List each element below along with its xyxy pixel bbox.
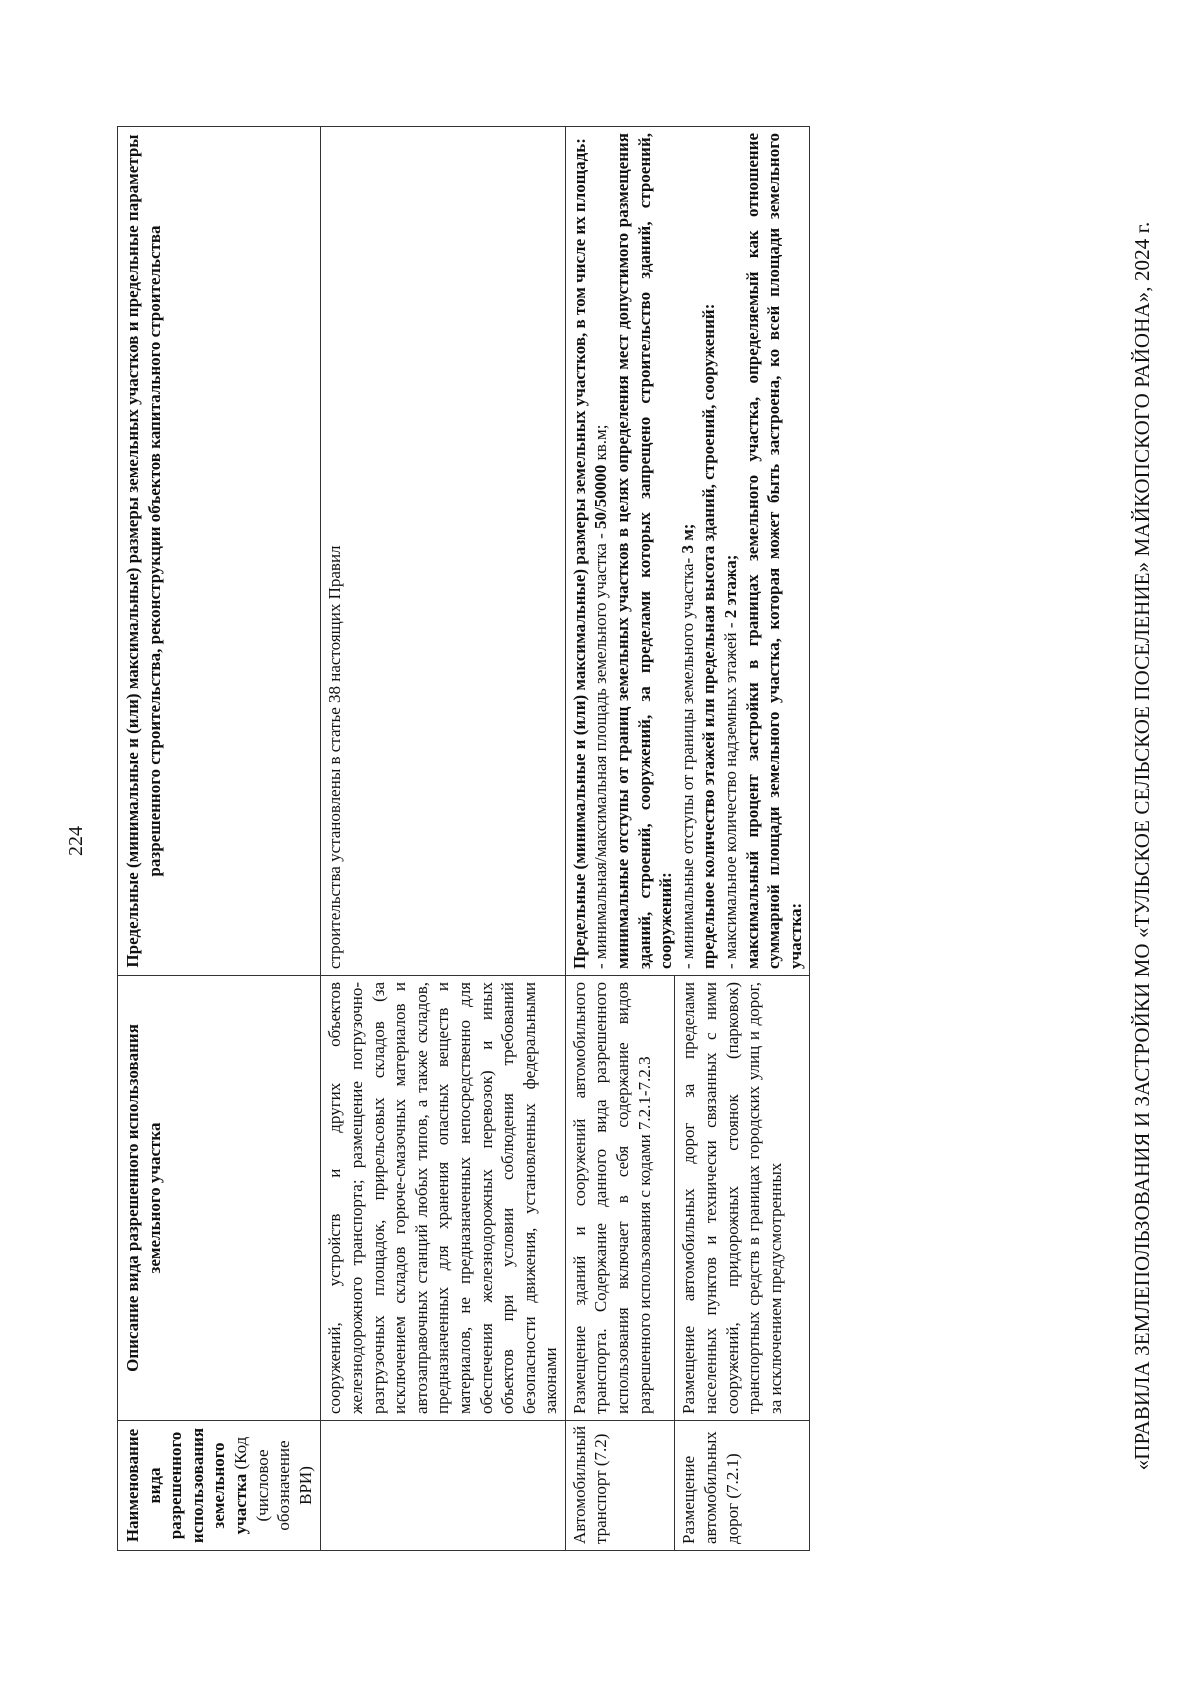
param-floors-value: 2 этажа; bbox=[721, 554, 741, 619]
row1-description: сооружений, устройств и других объектов железнодорожного транспорта; размещение погрузочно-разгрузочных площадок, прирельсовых складов (за исключением складов горюче-смазочных материалов и автозаправочных станций любых типов, а также складов, предназначенных для хранения опасных веществ и материалов, не предназначенных непосредственно для обеспечения железнодорожных перевозок) и иных объектов при условии соблюдения требований безопасности движения, установленных федеральными законами bbox=[321, 976, 566, 1421]
row1-params: строительства установлены в статье 38 настоящих Правил bbox=[321, 127, 566, 976]
table-row bbox=[565, 127, 675, 1551]
row2-description: Размещение зданий и сооружений автомобильного транспорта. Содержание данного вида разрешенного использования включает в себя содержание видов разрешенного использования с кодами 7.2.1-7.2.3 bbox=[565, 976, 675, 1421]
table-row bbox=[321, 127, 566, 1551]
param-setback-value: 3 м; bbox=[677, 523, 697, 554]
document-footer: «ПРАВИЛА ЗЕМЛЕПОЛЬЗОВАНИЯ И ЗАСТРОЙКИ МО «ТУЛЬСКОЕ СЕЛЬСКОЕ ПОСЕЛЕНИЕ» МАЙКОПСКОГО РАЙОНА», 2024 г. bbox=[1130, 221, 1154, 1471]
param-floors bbox=[720, 133, 742, 969]
header-limit-parameters: Предельные (минимальные и (или) максимальные) размеры земельных участков и предельные параметры разрешенного строительства, реконструкции объектов капитального строительства bbox=[118, 127, 321, 976]
row2-params bbox=[565, 127, 810, 976]
header-vri-name-bold: Наименование вида разрешенного использования земельного участка bbox=[123, 1427, 250, 1544]
param-size-heading: Предельные (минимальные и (или) максимальные) размеры земельных участков, в том числе их площадь: bbox=[569, 138, 589, 969]
table-header-row bbox=[118, 127, 321, 1551]
param-floors-heading: предельное количество этажей или предельная высота зданий, строений, сооружений: bbox=[699, 303, 719, 969]
header-vri-code: (Код (числовое обозначение ВРИ) bbox=[230, 1436, 315, 1531]
row3-description: Размещение автомобильных дорог за пределами населенных пунктов и технически связанных с ними сооружений, придорожных стоянок (парковок) транспортных средств в границах городских улиц и дорог, за исключением предусмотренных bbox=[675, 976, 810, 1421]
param-floors-label: - максимальное количество надземных этажей - bbox=[721, 618, 741, 969]
param-setback-heading: минимальные отступы от границ земельных участков в целях определения мест допустимого размещения зданий, строений, сооружений, за пределами которых запрещено строительство зданий, строений, сооружений: bbox=[613, 133, 676, 969]
row3-name: Размещение автомобильных дорог (7.2.1) bbox=[675, 1421, 810, 1551]
param-setback-label: - минимальные отступы от границы земельного участка- bbox=[677, 553, 697, 969]
header-vri-description: Описание вида разрешенного использования земельного участка bbox=[118, 976, 321, 1421]
page-number: 224 bbox=[65, 826, 87, 856]
param-setback bbox=[677, 133, 699, 969]
param-area-label: - минимальная/максимальная площадь земельного участка - bbox=[591, 528, 611, 969]
param-coverage-heading: максимальный процент застройки в границах земельного участка, определяемый как отношение суммарной площади земельного участка, которая может быть застроена, ко всей площади земельного участка: bbox=[742, 133, 805, 969]
param-area-unit: кв.м; bbox=[591, 424, 611, 465]
row1-name bbox=[321, 1421, 566, 1551]
param-area bbox=[590, 133, 612, 969]
param-area-value: 50/50000 bbox=[591, 464, 611, 529]
row2-name: Автомобильный транспорт (7.2) bbox=[565, 1421, 675, 1551]
header-vri-name bbox=[118, 1421, 321, 1551]
regulations-table bbox=[117, 126, 810, 1551]
